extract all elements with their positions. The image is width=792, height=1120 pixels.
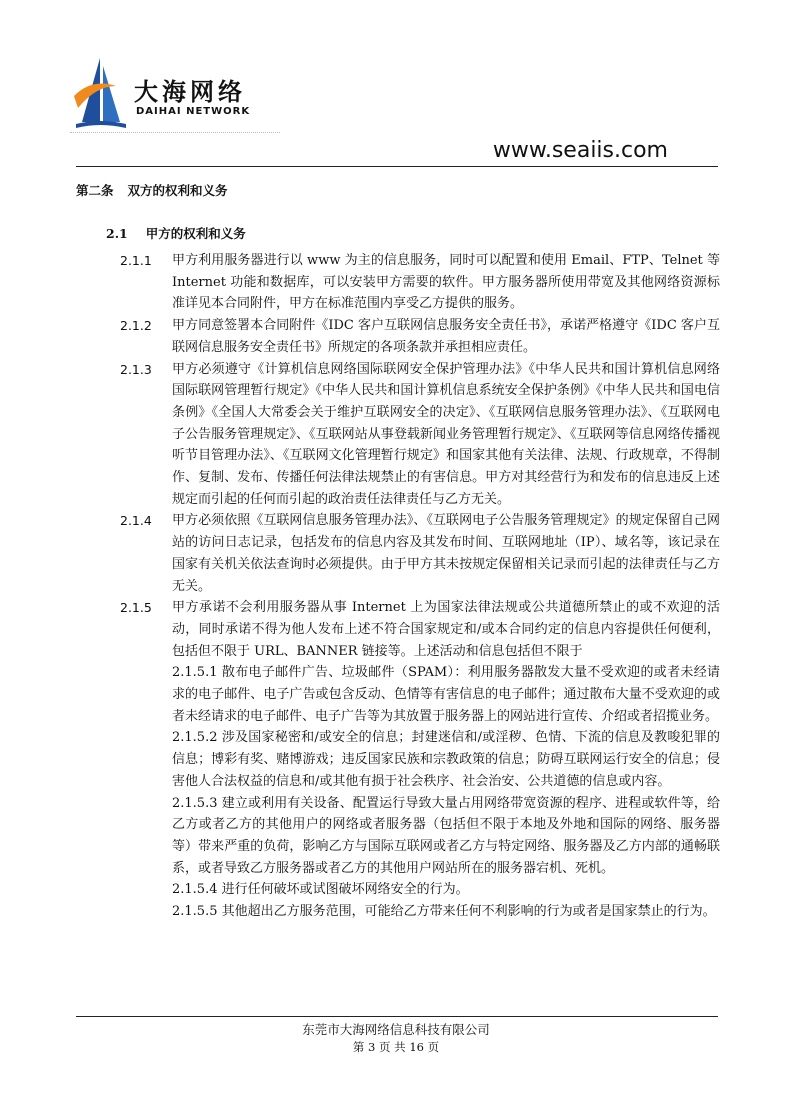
footer-divider [76, 1016, 718, 1017]
sub-clause-list [172, 662, 720, 922]
clause-number: 2.1.3 [120, 361, 152, 377]
sub-clause-text: 2.1.5.2 涉及国家秘密和/或安全的信息；封建迷信和/或淫秽、色情、下流的信息及教唆犯罪的信息；博彩有奖、赌博游戏；违反国家民族和宗教政策的信息；防碍互联网运行安全的信息；侵害他人合法权益的信息和/或其他有损于社会秩序、社会治安、公共道德的信息或内容。 [172, 730, 720, 789]
page-number: 第 3 页 共 16 页 [352, 1040, 440, 1054]
logo-dotted-rule [70, 132, 280, 133]
clause-list [114, 250, 720, 923]
clause-item [114, 597, 720, 662]
clause-text: 甲方必须依照《互联网信息服务管理办法》、《互联网电子公告服务管理规定》的规定保留自己网站的访问日志记录，包括发布的信息内容及其发布时间、互联网地址（IP）、域名等，该记录在国家有关机关依法查询时必须提供。由于甲方其未按规定保留相关记录而引起的法律责任与乙方无关。 [172, 513, 720, 594]
clause-text: 甲方承诺不会利用服务器从事 Internet 上为国家法律法规或公共道德所禁止的或不欢迎的活动，同时承诺不得为他人发布上述不符合国家规定和/或本合同约定的信息内容提供任何便利，包括但不限于 URL、BANNER 链接等。上述活动和信息包括但不限于 [172, 600, 720, 659]
clause-text: 甲方必须遵守《计算机信息网络国际联网安全保护管理办法》《中华人民共和国计算机信息网络国际联网管理暂行规定》《中华人民共和国计算机信息系统安全保护条例》《中华人民共和国电信条例》《全国人大常委会关于维护互联网安全的决定》、《互联网信息服务管理办法》、《互联网电子公告服务管理规定》、《互联网站从事登载新闻业务管理暂行规定》、《互联网等信息网络传播视听节目管理办法》、《互联网文化管理暂行规定》和国家其他有关法律、法规、行政规章，不得制作、复制、发布、传播任何法律法规禁止的有害信息。甲方对其经营行为和发布的信息违反上述规定而引起的任何而引起的政治责任法律责任与乙方无关。 [172, 361, 720, 507]
clause-number: 2.1.2 [120, 318, 152, 334]
clause-item [114, 359, 720, 511]
logo-english-name: DAIHAI NETWORK [136, 106, 251, 117]
sub-clause-text: 2.1.5.5 其他超出乙方服务范围，可能给乙方带来任何不利影响的行为或者是国家禁止的行为。 [172, 904, 716, 920]
sub-clause-text: 2.1.5.3 建立或利用有关设备、配置运行导致大量占用网络带宽资源的程序、进程或软件等，给乙方或者乙方的其他用户的网络或者服务器（包括但不限于本地及外地和国际的网络、服务器等）带来严重的负荷，影响乙方与国际互联网或者乙方与特定网络、服务器及乙方内部的通畅联系，或者导致乙方服务器或者乙方的其他用户网站所在的服务器宕机、死机。 [172, 795, 720, 876]
clause-number: 2.1.4 [120, 513, 152, 529]
clause-text: 甲方利用服务器进行以 www 为主的信息服务，同时可以配置和使用 Email、FTP、Telnet 等 Internet 功能和数据库，可以安装甲方需要的软件。甲方服务器所使用带宽及其他网络资源标准详见本合同附件，甲方在标准范围内享受乙方提供的服务。 [172, 253, 720, 312]
section-title: 甲方的权利和义务 [145, 226, 246, 241]
article-title: 双方的权利和义务 [127, 183, 228, 198]
clause-item [114, 250, 720, 315]
company-logo [70, 52, 250, 136]
sailboat-logo-icon [70, 56, 130, 132]
article-number: 第二条 [76, 183, 114, 198]
clause-item [114, 315, 720, 358]
footer-company-name: 东莞市大海网络信息科技有限公司 [302, 1022, 490, 1037]
article-heading [76, 181, 228, 199]
section-number: 2.1 [106, 226, 128, 241]
header-divider [76, 166, 718, 167]
sub-clause-text: 2.1.5.4 进行任何破坏或试图破坏网络安全的行为。 [172, 882, 469, 898]
clause-number: 2.1.1 [120, 253, 152, 268]
clause-number: 2.1.5 [120, 600, 152, 616]
clause-item [114, 510, 720, 597]
clause-text: 甲方同意签署本合同附件《IDC 客户互联网信息服务安全责任书》，承诺严格遵守《IDC 客户互联网信息服务安全责任书》所规定的各项条款并承担相应责任。 [172, 318, 720, 355]
section-heading [106, 224, 246, 242]
logo-chinese-name: 大海网络 [134, 78, 246, 106]
sub-clause-text: 2.1.5.1 散布电子邮件广告、垃圾邮件（SPAM）：利用服务器散发大量不受欢迎的或者未经请求的电子邮件、电子广告或包含反动、色情等有害信息的电子邮件；通过散布大量不受欢迎的或者未经请求的电子邮件、电子广告等为其放置于服务器上的网站进行宣传、介绍或者招揽业务。 [172, 665, 720, 724]
website-url: www.seaiis.com [492, 138, 668, 163]
